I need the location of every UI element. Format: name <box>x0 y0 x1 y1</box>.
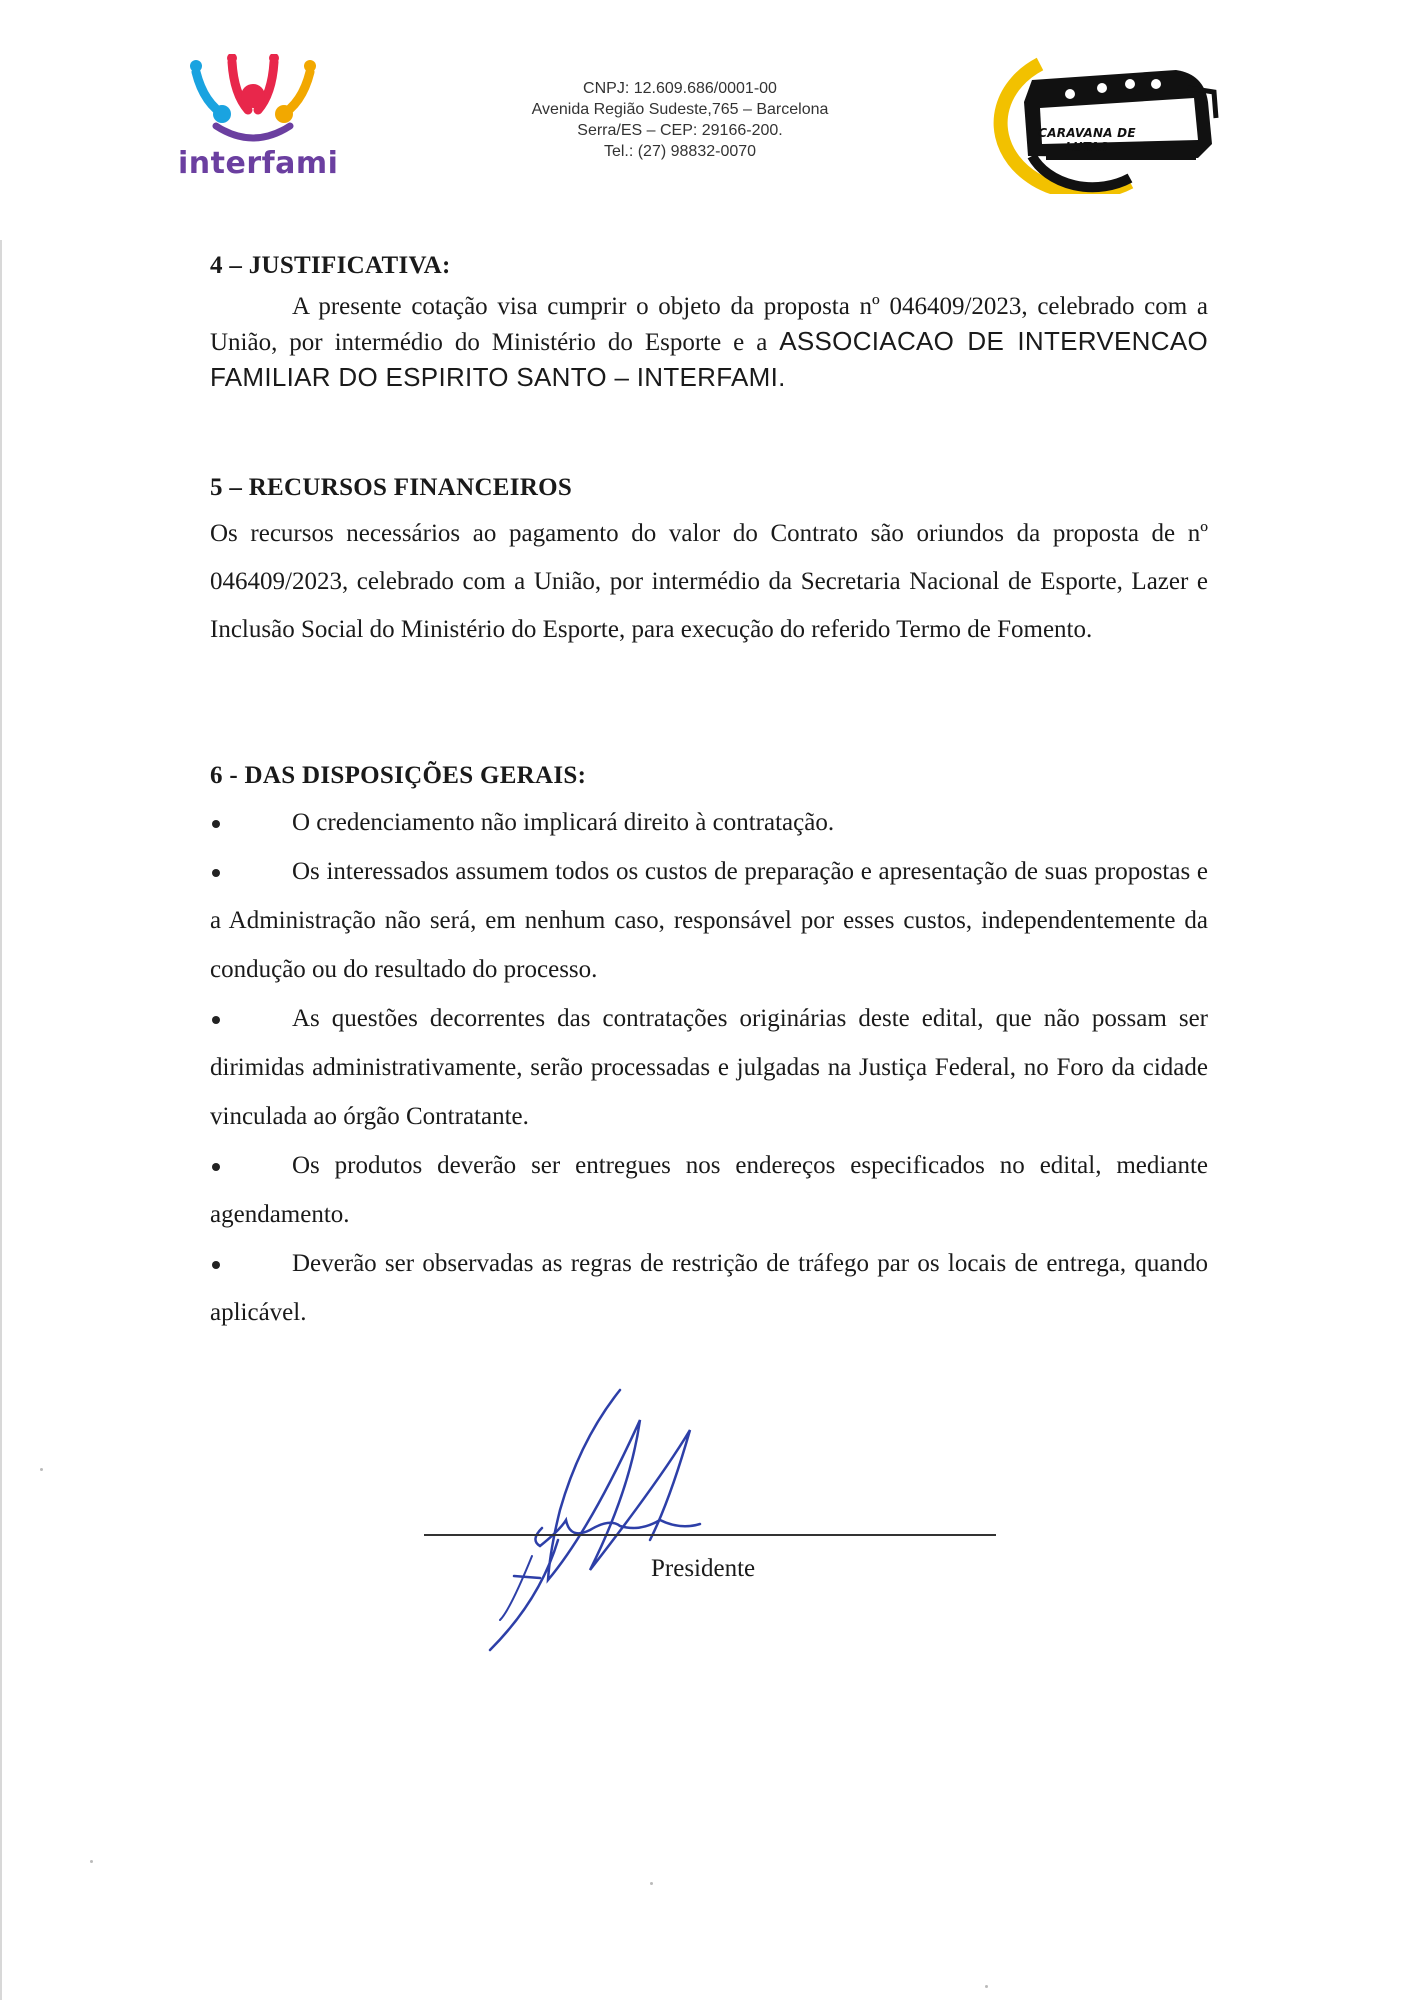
header-phone: Tel.: (27) 98832-0070 <box>603 143 757 160</box>
header-street: Avenida Região Sudeste,765 – Barcelona <box>531 101 829 118</box>
bullet-icon <box>212 1016 220 1024</box>
bullet-icon <box>212 1261 220 1269</box>
bullet-icon <box>212 1163 220 1171</box>
letterhead <box>0 0 1414 220</box>
interfami-logo <box>178 54 339 184</box>
bus-emblem-icon <box>980 44 1220 194</box>
handwritten-signature <box>470 1380 730 1665</box>
header-cnpj: CNPJ: 12.609.686/0001-00 <box>583 80 777 97</box>
section-4-text <box>210 290 1208 396</box>
family-figures-icon <box>186 54 320 146</box>
signature-line <box>424 1534 996 1536</box>
signature-caption: Presidente <box>651 1555 756 1582</box>
list-item <box>210 994 1208 1141</box>
list-item <box>210 1141 1208 1239</box>
list-item-text: Os produtos deverão ser entregues nos endereços especificados no edital, mediante agendamento. <box>210 1152 1208 1228</box>
list-item-text: Deverão ser observadas as regras de restrição de tráfego par os locais de entrega, quando aplicável. <box>210 1250 1208 1326</box>
list-item-text: As questões decorrentes das contratações originárias deste edital, que não possam ser dirimidas administrativamente, serão processadas e julgadas na Justiça Federal, no Foro da cidade vinculada ao órgão Contratante. <box>210 1005 1208 1130</box>
list-item-text: O credenciamento não implicará direito à contratação. <box>292 809 835 836</box>
caravana-de-lutas-logo <box>980 44 1220 194</box>
caravana-logo-text: CARAVANA DE LUTAS <box>1038 126 1136 154</box>
section-5-heading: 5 – RECURSOS FINANCEIROS <box>210 474 573 501</box>
list-item <box>210 798 1208 847</box>
header-city: Serra/ES – CEP: 29166-200. <box>577 122 783 139</box>
list-item-text: Os interessados assumem todos os custos de preparação e apresentação de suas propostas e a Administração não será, em nenhum caso, responsável por esses custos, independentemente da condução ou do resultado do processo. <box>210 858 1208 983</box>
page-edge <box>0 240 2 2000</box>
section-4-heading: 4 – JUSTIFICATIVA: <box>210 252 451 279</box>
section-recursos-financeiros <box>210 470 1208 654</box>
list-item <box>210 847 1208 994</box>
scan-speck <box>90 1860 93 1863</box>
scan-speck <box>40 1468 43 1471</box>
header-address <box>460 78 900 162</box>
scan-speck <box>650 1882 653 1885</box>
section-4-text-part1: A presente cotação visa cumprir o objeto da proposta nº 046409/2023, celebrado com a União, por intermédio do Ministério do Esporte e a <box>210 293 1208 356</box>
section-4-entity-name: ASSOCIACAO DE INTERVENCAO FAMILIAR DO ESPIRITO SANTO – INTERFAMI. <box>210 326 1208 392</box>
scan-speck <box>985 1985 988 1988</box>
section-6-heading: 6 - DAS DISPOSIÇÕES GERAIS: <box>210 762 587 789</box>
interfami-wordmark: interfami <box>178 146 339 181</box>
section-justificativa <box>210 248 1208 396</box>
section-5-text: Os recursos necessários ao pagamento do valor do Contrato são oriundos da proposta de nº 046409/2023, celebrado com a União, por intermédio da Secretaria Nacional de Esporte, Lazer e Inclusão Social do Ministério do Esporte, para execução do referido Termo de Fomento. <box>210 520 1208 643</box>
section-disposicoes-gerais <box>210 758 1208 1337</box>
bullet-icon <box>212 820 220 828</box>
list-item <box>210 1239 1208 1337</box>
bullet-icon <box>212 869 220 877</box>
provisions-list <box>210 798 1208 1337</box>
